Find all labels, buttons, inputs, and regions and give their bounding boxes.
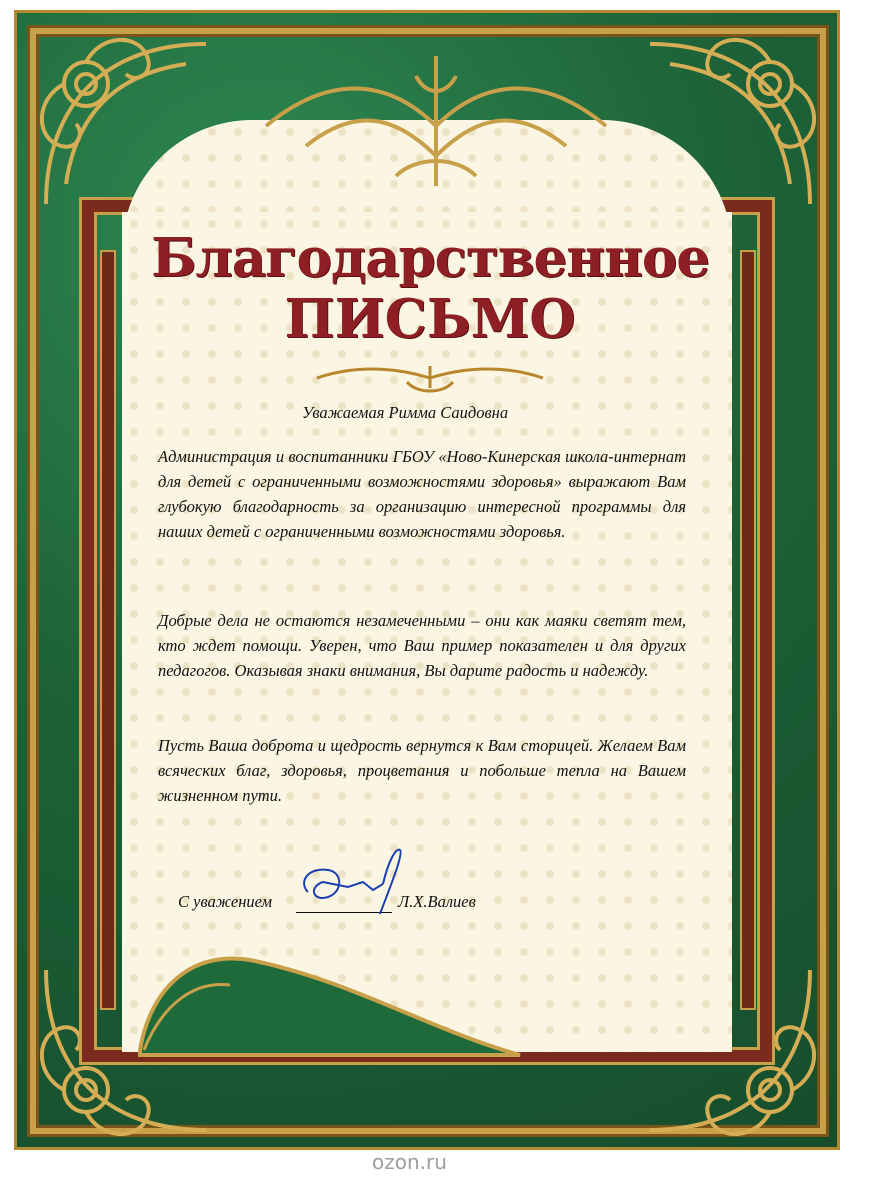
- paragraph-2: Добрые дела не остаются незамеченными – они как маяки светят тем, кто ждет помощи. Уверен, что Ваш пример показателен и для других педагогов. Оказывая знаки внимания, Вы дарите радость и надежду.: [158, 611, 686, 680]
- signature-block: [178, 884, 598, 944]
- right-pillar-ornament: [740, 250, 756, 1010]
- handwritten-signature: [288, 842, 408, 922]
- greeting-line: Уважаемая Римма Саидовна: [302, 403, 509, 422]
- signature-prefix: С уважением: [178, 892, 273, 911]
- paragraph-1: Администрация и воспитанники ГБОУ «Ново-Кинерская школа-интернат для детей с ограниченными возможностями здоровья» выражают Вам глубокую благодарность за организацию интересной программы для наших детей с ограниченными возможностями здоровья.: [158, 447, 686, 541]
- top-center-ornament: [246, 36, 626, 216]
- title-flourish-icon: [312, 358, 548, 398]
- document-title: [130, 228, 730, 350]
- page-curl-ornament: [130, 930, 530, 1060]
- title-line-2: ПИСЬМО: [284, 288, 576, 350]
- left-pillar-ornament: [100, 250, 116, 1010]
- watermark: ozon.ru: [372, 1150, 447, 1174]
- title-line-1: Благодарственное: [151, 227, 709, 289]
- signatory-name: Л.Х.Валиев: [398, 892, 476, 911]
- paragraph-3: Пусть Ваша доброта и щедрость вернутся к Вам сторицей. Желаем Вам всяческих благ, здоровья, процветания и побольше тепла на Вашем жизненном пути.: [158, 736, 686, 805]
